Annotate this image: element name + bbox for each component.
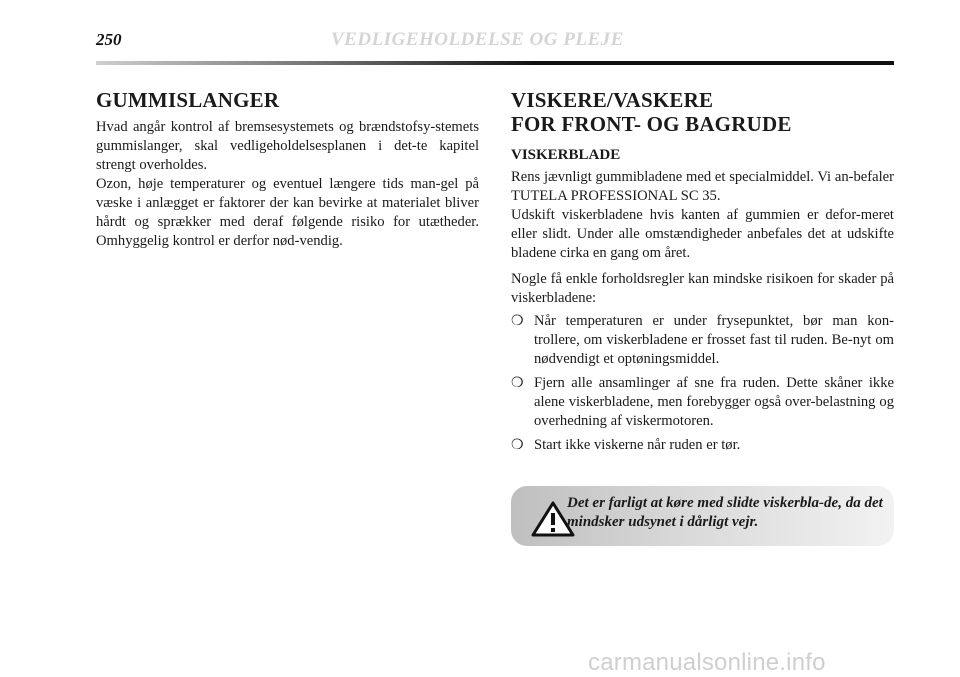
- bullet-list: [511, 312, 894, 455]
- list-item-text: Fjern alle ansamlinger af sne fra ruden. Dette skåner ikke alene viskerbladene, men forebygger også over-belastning og overhedning af viskermotoren.: [534, 375, 894, 429]
- section-title-viskere: [511, 88, 894, 136]
- running-title: VEDLIGEHOLDELSE OG PLEJE: [331, 29, 624, 50]
- warning-box: [511, 486, 894, 546]
- list-item-text: Start ikke viskerne når ruden er tør.: [534, 437, 741, 453]
- paragraph: Rens jævnligt gummibladene med et specialmiddel. Vi an-befaler TUTELA PROFESSIONAL SC 35.: [511, 169, 894, 204]
- paragraph: Nogle få enkle forholdsregler kan mindske risikoen for skader på viskerbladene:: [511, 271, 894, 306]
- list-item: [511, 374, 894, 431]
- bullet-circle-icon: ❍: [511, 314, 524, 329]
- section-title-line: VISKERE/VASKERE: [511, 88, 714, 112]
- list-item: [511, 436, 894, 455]
- watermark: carmanualsonline.info: [588, 649, 826, 676]
- page-number: 250: [96, 30, 122, 49]
- paragraph: Udskift viskerbladene hvis kanten af gummien er defor-meret eller slidt. Under alle omstændigheder anbefales det at udskifte bladene cirka en gang om året.: [511, 207, 894, 261]
- paragraph: Ozon, høje temperaturer og eventuel længere tids man-gel på væske i anlægget er faktorer der kan bevirke at materialet bliver hårdt og sprækker med deraf følgende risiko for utætheder. Omhyggelig kontrol er derfor nød-vendig.: [96, 176, 479, 249]
- list-item: [511, 312, 894, 369]
- bullet-circle-icon: ❍: [511, 438, 524, 453]
- section-title-line: FOR FRONT- OG BAGRUDE: [511, 112, 792, 136]
- left-column: [96, 88, 479, 251]
- header-rule: [96, 61, 894, 65]
- subsection-title-viskerblade: VISKERBLADE: [511, 147, 621, 163]
- right-column: [511, 88, 894, 460]
- warning-text: Det er farligt at køre med slidte viskerbla-de, da det mindsker udsynet i dårligt vejr.: [567, 495, 883, 530]
- list-item-text: Når temperaturen er under frysepunktet, bør man kon-trollere, om viskerbladene er frosset fast til ruden. Be-nyt om nødvendigt et optøningsmiddel.: [534, 313, 894, 367]
- paragraph: Hvad angår kontrol af bremsesystemets og brændstofsy-stemets gummislanger, skal vedligeholdelsesplanen i det-te kapitel strengt overholdes.: [96, 119, 479, 173]
- bullet-circle-icon: ❍: [511, 376, 524, 391]
- section-title-gummislanger: GUMMISLANGER: [96, 88, 280, 112]
